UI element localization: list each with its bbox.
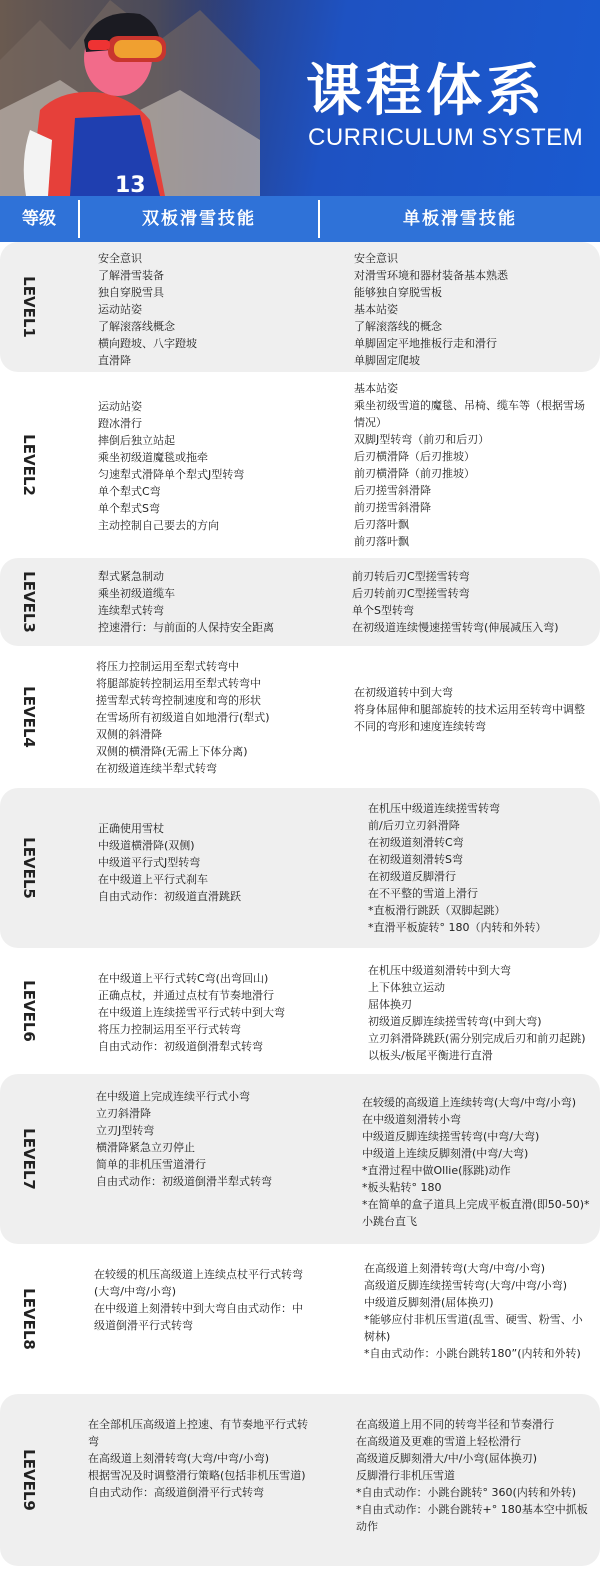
list-item: 上下体独立运动: [368, 981, 445, 994]
list-item: 正确使用雪杖: [98, 822, 164, 835]
list-item: 运动站姿: [98, 400, 142, 413]
list-item: 在机压中级道连续搓雪转弯: [368, 802, 500, 815]
list-item: *直板滑行跳跃（双脚起跳）: [368, 904, 506, 917]
list-item: 中级道反脚刻滑(屈体换刃): [364, 1296, 494, 1309]
list-item: *直滑平板旋转° 180（内转和外转）: [368, 921, 547, 934]
list-item: 将身体屈伸和腿部旋转的技术运用至转弯中调整不同的弯形和速度连续转弯: [354, 703, 585, 733]
snowboard-skills-list: [368, 800, 590, 936]
list-item: *自由式动作：小跳台跳转180”(内转和外转): [364, 1347, 581, 1360]
list-item: 双侧的横滑降(无需上下体分离): [96, 745, 248, 758]
level-label: [14, 650, 44, 784]
level-label: [14, 558, 44, 646]
level-label: [14, 1074, 44, 1244]
list-item: 乘坐初级雪道的魔毯、吊椅、缆车等（根据雪场情况）: [354, 399, 585, 429]
ski-skills-list: [98, 250, 312, 369]
list-item: 在高级道及更难的雪道上轻松滑行: [356, 1435, 521, 1448]
list-item: 初级道反脚连续搓雪转弯(中到大弯): [368, 1015, 542, 1028]
list-item: 在中级道刻滑转小弯: [362, 1113, 461, 1126]
table-header: [0, 196, 600, 242]
list-item: 基本站姿: [354, 303, 398, 316]
skier-photo: [0, 0, 260, 196]
list-item: 控速滑行：与前面的人保持安全距离: [98, 621, 274, 634]
level-label: [14, 788, 44, 948]
list-item: 横滑降紧急立刃停止: [96, 1141, 195, 1154]
list-item: 在中级道上连续搓雪平行式转中到大弯: [98, 1006, 285, 1019]
list-item: 在中级道上平行式刹车: [98, 873, 208, 886]
page-title: 课程体系: [306, 59, 546, 124]
list-item: 在中级道上刻滑转中到大弯自由式动作：中级道倒滑平行式转弯: [94, 1302, 303, 1332]
level-name: LEVEL7: [20, 1128, 38, 1190]
list-item: 犁式紧急制动: [98, 570, 164, 583]
ski-skills-list: [96, 658, 312, 777]
list-item: 主动控制自己要去的方向: [98, 519, 219, 532]
header-level: 等级: [22, 209, 56, 229]
level-row: [0, 952, 600, 1070]
list-item: 在机压中级道刻滑转中到大弯: [368, 964, 511, 977]
ski-skills-list: [96, 1088, 312, 1190]
list-item: 单个犁式C弯: [98, 485, 161, 498]
level-name: LEVEL5: [20, 837, 38, 899]
list-item: 后刃落叶飘: [354, 518, 409, 531]
level-name: LEVEL4: [20, 686, 38, 748]
level-label: [14, 376, 44, 554]
list-item: 在中级道上平行式转C弯(出弯回山): [98, 972, 269, 985]
snowboard-skills-list: [354, 684, 590, 735]
list-item: 双脚J型转弯（前刃和后刃）: [354, 433, 490, 446]
level-row: [0, 1394, 600, 1566]
list-item: 在中级道上完成连续平行式小弯: [96, 1090, 250, 1103]
level-row: [0, 558, 600, 646]
list-item: 立刃斜滑降跳跃(需分别完成后刃和前刃起跳): [368, 1032, 586, 1045]
list-item: 后刃搓雪斜滑降: [354, 484, 431, 497]
list-item: 在初级道连续慢速搓雪转弯(伸展减压入弯): [352, 621, 559, 634]
level-label: [14, 952, 44, 1070]
hero-banner: [0, 0, 600, 196]
list-item: 在不平整的雪道上滑行: [368, 887, 478, 900]
snowboard-skills-list: [352, 568, 590, 636]
list-item: *自由式动作：小跳台跳转+° 180基本空中抓板动作: [356, 1503, 588, 1533]
list-item: 前刃转后刃C型搓雪转弯: [352, 570, 470, 583]
list-item: 后刃转前刃C型搓雪转弯: [352, 587, 470, 600]
ski-skills-list: [98, 970, 312, 1055]
ski-skills-list: [98, 820, 312, 905]
list-item: 在初级道刻滑转C弯: [368, 836, 464, 849]
level-name: LEVEL9: [20, 1449, 38, 1511]
list-item: 在较缓的高级道上连续转弯(大弯/中弯/小弯): [362, 1096, 576, 1109]
page-subtitle: CURRICULUM SYSTEM: [308, 124, 584, 151]
list-item: 正确点杖，并通过点杖有节奏地滑行: [98, 989, 274, 1002]
list-item: 中级道上连续反脚刻滑(中弯/大弯): [362, 1147, 529, 1160]
list-item: 能够独自穿脱雪板: [354, 286, 442, 299]
list-item: 屈体换刃: [368, 998, 412, 1011]
level-label: [14, 1394, 44, 1566]
list-item: (大弯/中弯/小弯): [94, 1285, 176, 1298]
snowboard-skills-list: [354, 250, 590, 369]
list-item: 直滑降: [98, 354, 131, 367]
list-item: 高级道反脚刻滑大/中/小弯(屈体换刃): [356, 1452, 537, 1465]
list-item: 根据雪况及时调整滑行策略(包括非机压雪道): [88, 1469, 306, 1482]
level-name: LEVEL2: [20, 434, 38, 496]
list-item: 连续犁式转弯: [98, 604, 164, 617]
list-item: 中级道平行式J型转弯: [98, 856, 201, 869]
level-label: [14, 242, 44, 372]
list-item: 前/后刃立刃斜滑降: [368, 819, 460, 832]
list-item: 以板头/板尾平衡进行直滑: [368, 1049, 493, 1062]
level-name: LEVEL6: [20, 980, 38, 1042]
list-item: 蹬冰滑行: [98, 417, 142, 430]
list-item: *能够应付非机压雪道(乱雪、硬雪、粉雪、小树林): [364, 1313, 583, 1343]
list-item: 双侧的斜滑降: [96, 728, 162, 741]
list-item: 将压力控制运用至犁式转弯中: [96, 660, 239, 673]
list-item: 安全意识: [354, 252, 398, 265]
snowboard-skills-list: [368, 962, 590, 1064]
list-item: *自由式动作：小跳台跳转° 360(内转和外转): [356, 1486, 577, 1499]
list-item: *在简单的盒子道具上完成平板直滑(即50-50)*小跳台直飞: [362, 1198, 590, 1228]
list-item: 在初级道反脚滑行: [368, 870, 456, 883]
list-item: 对滑雪环境和器材装备基本熟悉: [354, 269, 508, 282]
list-item: 摔倒后独立站起: [98, 434, 175, 447]
list-item: 在全部机压高级道上控速、有节奏地平行式转弯: [88, 1418, 308, 1448]
list-item: 安全意识: [98, 252, 142, 265]
level-name: LEVEL3: [20, 571, 38, 633]
snowboard-skills-list: [364, 1260, 590, 1362]
ski-skills-list: [88, 1416, 312, 1501]
list-item: 在雪场所有初级道自如地滑行(犁式): [96, 711, 270, 724]
list-item: 简单的非机压雪道滑行: [96, 1158, 206, 1171]
ski-skills-list: [98, 398, 312, 534]
list-item: 乘坐初级道魔毯或拖牵: [98, 451, 208, 464]
list-item: 单个犁式S弯: [98, 502, 160, 515]
snowboard-skills-list: [356, 1416, 590, 1535]
level-name: LEVEL1: [20, 276, 38, 338]
level-row: [0, 1248, 600, 1390]
list-item: 单脚固定平地推板行走和滑行: [354, 337, 497, 350]
list-item: 高级道反脚连续搓雪转弯(大弯/中弯/小弯): [364, 1279, 567, 1292]
list-item: 在高级道上刻滑转弯(大弯/中弯/小弯): [88, 1452, 269, 1465]
list-item: *直滑过程中做Ollie(豚跳)动作: [362, 1164, 511, 1177]
list-item: 后刃横滑降（后刃推坡）: [354, 450, 475, 463]
level-row: [0, 1074, 600, 1244]
list-item: 立刃J型转弯: [96, 1124, 155, 1137]
list-item: 了解滚落线的概念: [354, 320, 442, 333]
list-item: 搓雪犁式转弯控制速度和弯的形状: [96, 694, 261, 707]
list-item: 立刃斜滑降: [96, 1107, 151, 1120]
level-row: [0, 376, 600, 554]
list-item: 横向蹬坡、八字蹬坡: [98, 337, 197, 350]
list-item: *板头粘转° 180: [362, 1181, 442, 1194]
list-item: 自由式动作：初级道直滑跳跃: [98, 890, 241, 903]
list-item: 反脚滑行非机压雪道: [356, 1469, 455, 1482]
snowboard-skills-list: [362, 1094, 590, 1230]
level-name: LEVEL8: [20, 1288, 38, 1350]
list-item: 自由式动作：初级道倒滑半犁式转弯: [96, 1175, 272, 1188]
list-item: 独自穿脱雪具: [98, 286, 164, 299]
list-item: 了解滑雪装备: [98, 269, 164, 282]
list-item: 在初级道连续半犁式转弯: [96, 762, 217, 775]
list-item: 单脚固定爬坡: [354, 354, 420, 367]
list-item: 单个S型转弯: [352, 604, 414, 617]
list-item: 自由式动作：高级道倒滑平行式转弯: [88, 1486, 264, 1499]
level-label: [14, 1248, 44, 1390]
header-ski: 双板滑雪技能: [142, 209, 256, 229]
list-item: 在初级道刻滑转S弯: [368, 853, 463, 866]
list-item: 前刃落叶飘: [354, 535, 409, 548]
list-item: 中级道反脚连续搓雪转弯(中弯/大弯): [362, 1130, 540, 1143]
ski-skills-list: [94, 1266, 312, 1334]
ski-skills-list: [98, 568, 312, 636]
list-item: 前刃横滑降（前刃推坡）: [354, 467, 475, 480]
list-item: 在高级道上用不同的转弯半径和节奏滑行: [356, 1418, 554, 1431]
snowboard-skills-list: [354, 380, 590, 550]
list-item: 在初级道转中到大弯: [354, 686, 453, 699]
svg-text:13: 13: [115, 173, 146, 196]
list-item: 在高级道上刻滑转弯(大弯/中弯/小弯): [364, 1262, 545, 1275]
level-row: [0, 242, 600, 372]
list-item: 基本站姿: [354, 382, 398, 395]
list-item: 将压力控制运用至平行式转弯: [98, 1023, 241, 1036]
list-item: 前刃搓雪斜滑降: [354, 501, 431, 514]
list-item: 自由式动作：初级道倒滑犁式转弯: [98, 1040, 263, 1053]
level-row: [0, 788, 600, 948]
list-item: 中级道横滑降(双侧): [98, 839, 195, 852]
list-item: 运动站姿: [98, 303, 142, 316]
list-item: 将腿部旋转控制运用至犁式转弯中: [96, 677, 261, 690]
level-row: [0, 650, 600, 784]
list-item: 了解滚落线概念: [98, 320, 175, 333]
list-item: 在较缓的机压高级道上连续点杖平行式转弯: [94, 1268, 303, 1281]
list-item: 乘坐初级道缆车: [98, 587, 175, 600]
list-item: 匀速犁式滑降单个犁式J型转弯: [98, 468, 245, 481]
header-snowboard: 单板滑雪技能: [403, 209, 517, 229]
